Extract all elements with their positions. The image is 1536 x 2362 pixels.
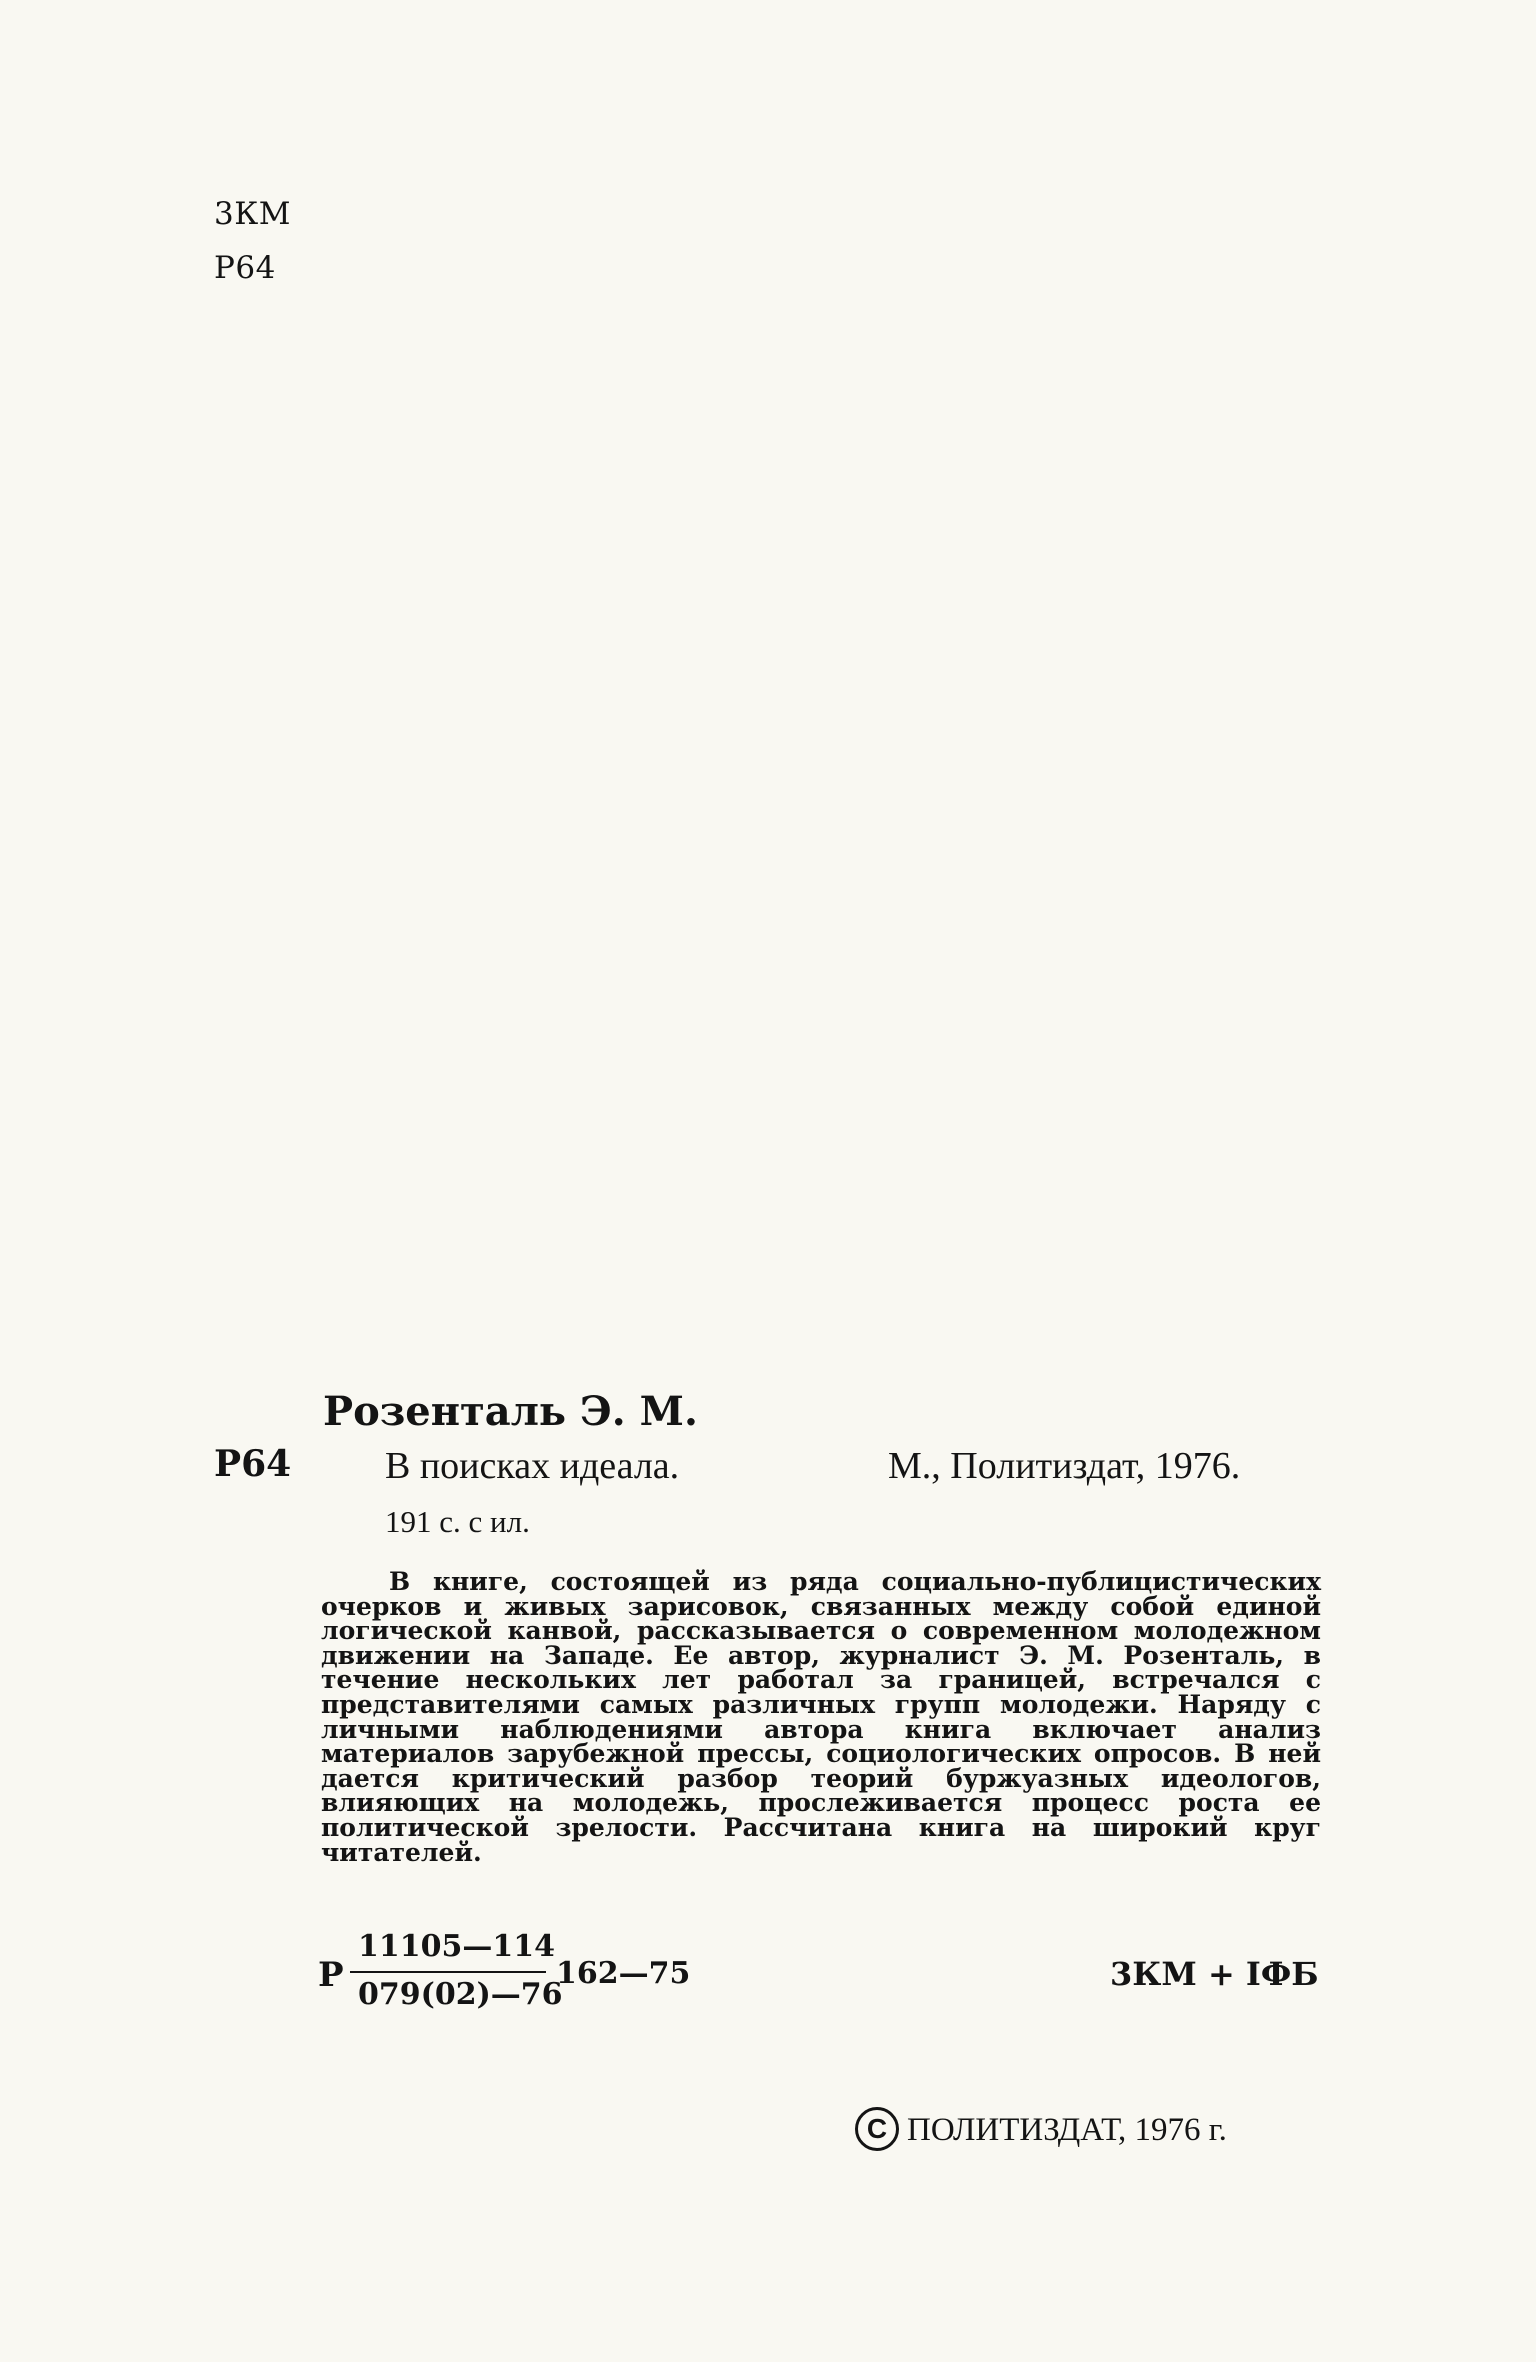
copyright-icon: C — [855, 2107, 899, 2151]
price-code-suffix: 162—75 — [556, 1956, 691, 1991]
classification-code-second: Р64 — [214, 250, 276, 286]
card-side-code: Р64 — [214, 1443, 292, 1485]
publication-imprint: М., Политиздат, 1976. — [888, 1445, 1241, 1487]
author-name: Розенталь Э. М. — [323, 1388, 698, 1435]
bibliographic-code: 3КМ + IФБ — [1110, 1955, 1319, 1993]
fraction-bar — [350, 1971, 546, 1973]
page-count: 191 с. с ил. — [385, 1504, 530, 1539]
annotation-paragraph: В книге, состоящей из ряда социально-публицистических очерков и живых зарисовок, связанных между собой единой логической канвой, рассказывается о современном молодежном движении на Западе. Ее автор, журналист Э. М. Розенталь, в течение нескольких лет работал за границей, встречался с представителями самых различных групп молодежи. Наряду с личными наблюдениями автора книга включает анализ материалов зарубежной прессы, социологических опросов. В ней дается критический разбор теорий буржуазных идеологов, влияющих на молодежь, прослеживается процесс роста ее политической зрелости. Рассчитана книга на широкий круг читателей. — [321, 1567, 1321, 1867]
classification-code-top: 3КМ — [214, 196, 291, 232]
price-code-numerator: 11105—114 — [358, 1929, 555, 1964]
price-code-prefix: Р — [318, 1955, 344, 1995]
book-title: В поисках идеала. — [385, 1445, 680, 1487]
copyright-text: ПОЛИТИЗДАТ, 1976 г. — [907, 2112, 1227, 2148]
price-code-denominator: 079(02)—76 — [358, 1977, 563, 2012]
